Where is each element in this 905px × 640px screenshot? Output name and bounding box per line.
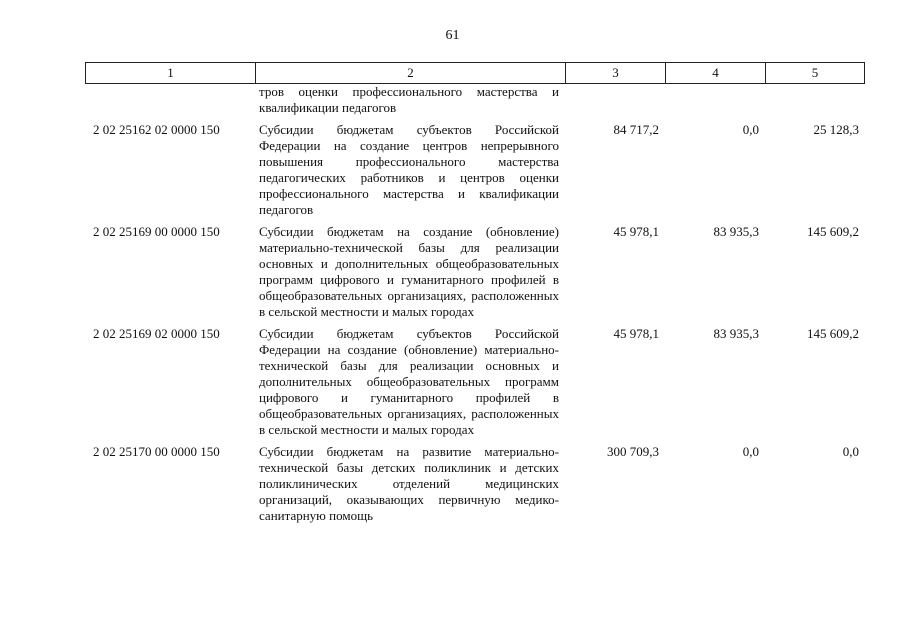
column-header-3: 3 <box>565 63 665 83</box>
row-description: Субсидии бюджетам субъектов Российской Федерации на создание центров непрерывного повышения профессионального мастерства педагогических работников и центров оценки профессионального мастерства и квалификации педагогов <box>259 122 559 217</box>
column-header-2: 2 <box>255 63 565 83</box>
row-code: 2 02 25162 02 0000 150 <box>93 122 220 137</box>
row-value-col3: 45 978,1 <box>613 224 659 239</box>
row-value-col5: 0,0 <box>842 444 859 459</box>
row-value-col4: 83 935,3 <box>713 224 759 239</box>
row-code <box>85 84 255 116</box>
budget-table <box>85 62 865 524</box>
table-row <box>85 326 865 438</box>
row-value-col3: 84 717,2 <box>613 122 659 137</box>
table-header <box>85 62 865 84</box>
column-header-4: 4 <box>665 63 765 83</box>
table-row <box>85 444 865 524</box>
row-value-col3: 45 978,1 <box>613 326 659 341</box>
row-description: тров оценки профессионального мастерства и квалификации педагогов <box>259 84 559 115</box>
row-description: Субсидии бюджетам на развитие материально-технической базы детских поликлиник и детских поликлинических отделений медицинских организаций, оказывающих первичную медико-санитарную помощь <box>259 444 559 523</box>
row-value-col5: 145 609,2 <box>807 326 859 341</box>
table-row-continuation <box>85 84 865 116</box>
column-header-5: 5 <box>765 63 865 83</box>
column-header-1: 1 <box>85 63 255 83</box>
row-value-col4: 0,0 <box>742 444 759 459</box>
row-description: Субсидии бюджетам на создание (обновление) материально-технической базы для реализации основных и дополнительных общеобразовательных программ цифрового и гуманитарного профилей в общеобразовательных организациях, расположенных в сельской местности и малых городах <box>259 224 559 319</box>
row-code: 2 02 25169 02 0000 150 <box>93 326 220 341</box>
table-row <box>85 224 865 320</box>
row-code: 2 02 25169 00 0000 150 <box>93 224 220 239</box>
row-code: 2 02 25170 00 0000 150 <box>93 444 220 459</box>
table-row <box>85 122 865 218</box>
page-number: 61 <box>445 28 460 43</box>
row-value-col4: 0,0 <box>742 122 759 137</box>
row-value-col3: 300 709,3 <box>607 444 659 459</box>
row-value-col5: 25 128,3 <box>813 122 859 137</box>
row-description: Субсидии бюджетам субъектов Российской Федерации на создание (обновление) материально-технической базы для реализации основных и дополнительных общеобразовательных программ цифрового и гуманитарного профилей в общеобразовательных организациях, расположенных в сельской местности и малых городах <box>259 326 559 437</box>
row-value-col5: 145 609,2 <box>807 224 859 239</box>
row-value-col4: 83 935,3 <box>713 326 759 341</box>
